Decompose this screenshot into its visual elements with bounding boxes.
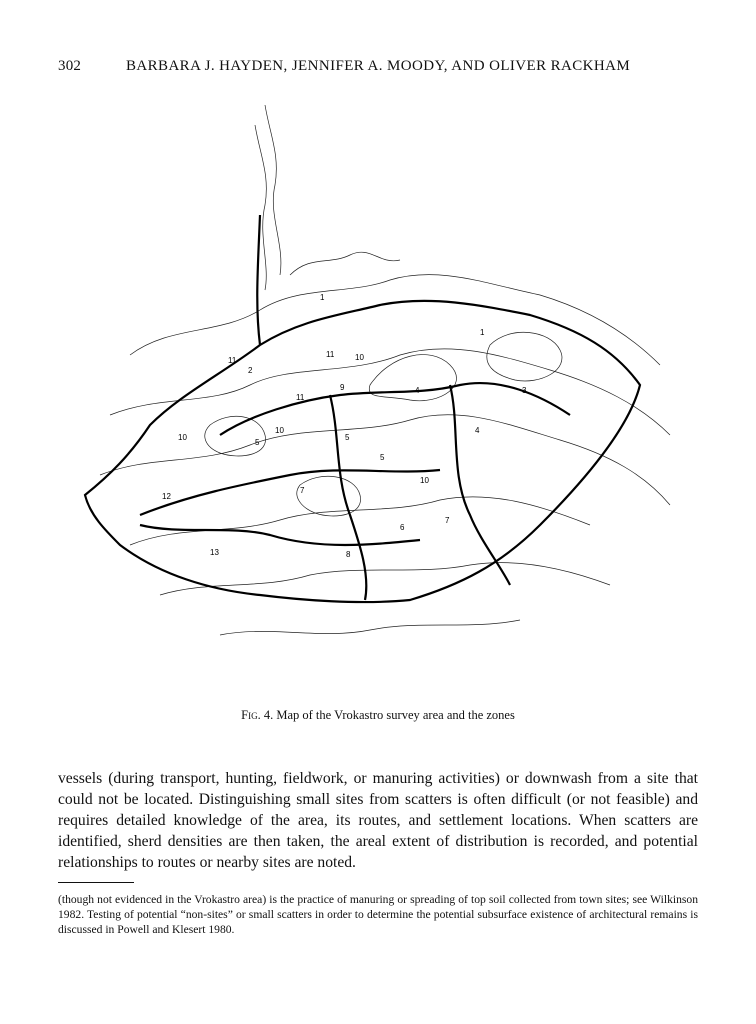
zone-label: 4 bbox=[415, 386, 420, 395]
footnote-rule bbox=[58, 882, 134, 883]
figure-label: Fig. 4. bbox=[241, 708, 274, 722]
footnote: (though not evidenced in the Vrokastro area) is the practice of manuring or spreading of top soil collected from town sites; see Wilkinson 1982. Testing of potential “non-sites” or small scatters in order to determine the potential subsurface existence of architectural remains is discussed in Powell and Klesert 1980. bbox=[58, 893, 698, 936]
figure-caption bbox=[0, 708, 756, 723]
zone-label: 3 bbox=[522, 386, 527, 395]
page-number: 302 bbox=[58, 58, 82, 74]
zone-label: 8 bbox=[346, 550, 351, 559]
zone-label: 2 bbox=[248, 366, 253, 375]
zone-boundaries bbox=[85, 215, 640, 602]
zone-label: 10 bbox=[178, 433, 187, 442]
zone-label: 7 bbox=[445, 516, 450, 525]
survey-area-map bbox=[70, 95, 690, 685]
zone-label: 1 bbox=[480, 328, 485, 337]
zone-label: 10 bbox=[355, 353, 364, 362]
zone-label: 6 bbox=[400, 523, 405, 532]
zone-label: 10 bbox=[420, 476, 429, 485]
zone-label: 11 bbox=[326, 350, 335, 359]
zone-label: 7 bbox=[300, 486, 305, 495]
zone-label: 1 bbox=[320, 293, 325, 302]
zone-label: 5 bbox=[345, 433, 350, 442]
zone-label: 11 bbox=[228, 356, 237, 365]
body-paragraph: vessels (during transport, hunting, fieldwork, or manuring activities) or downwash from a site that could not be located. Distinguishing small sites from scatters is often difficult (or not feasible) and requires detailed knowledge of the area, its routes, and settlement locations. When scatters are identified, sherd densities are then taken, the areal extent of distribution is recorded, and potential relationships to routes or nearby sites are noted. bbox=[58, 770, 698, 871]
zone-label: 9 bbox=[340, 383, 345, 392]
running-header-authors: BARBARA J. HAYDEN, JENNIFER A. MOODY, AND OLIVER RACKHAM bbox=[126, 58, 631, 74]
zone-label: 4 bbox=[475, 426, 480, 435]
zone-label: 10 bbox=[275, 426, 284, 435]
zone-label: 11 bbox=[296, 393, 305, 402]
zone-label: 5 bbox=[255, 438, 260, 447]
zone-label: 13 bbox=[210, 548, 219, 557]
figure-caption-text: Map of the Vrokastro survey area and the zones bbox=[276, 708, 515, 722]
contour-lines bbox=[100, 105, 670, 635]
zone-label: 12 bbox=[162, 492, 171, 501]
zone-label: 5 bbox=[380, 453, 385, 462]
